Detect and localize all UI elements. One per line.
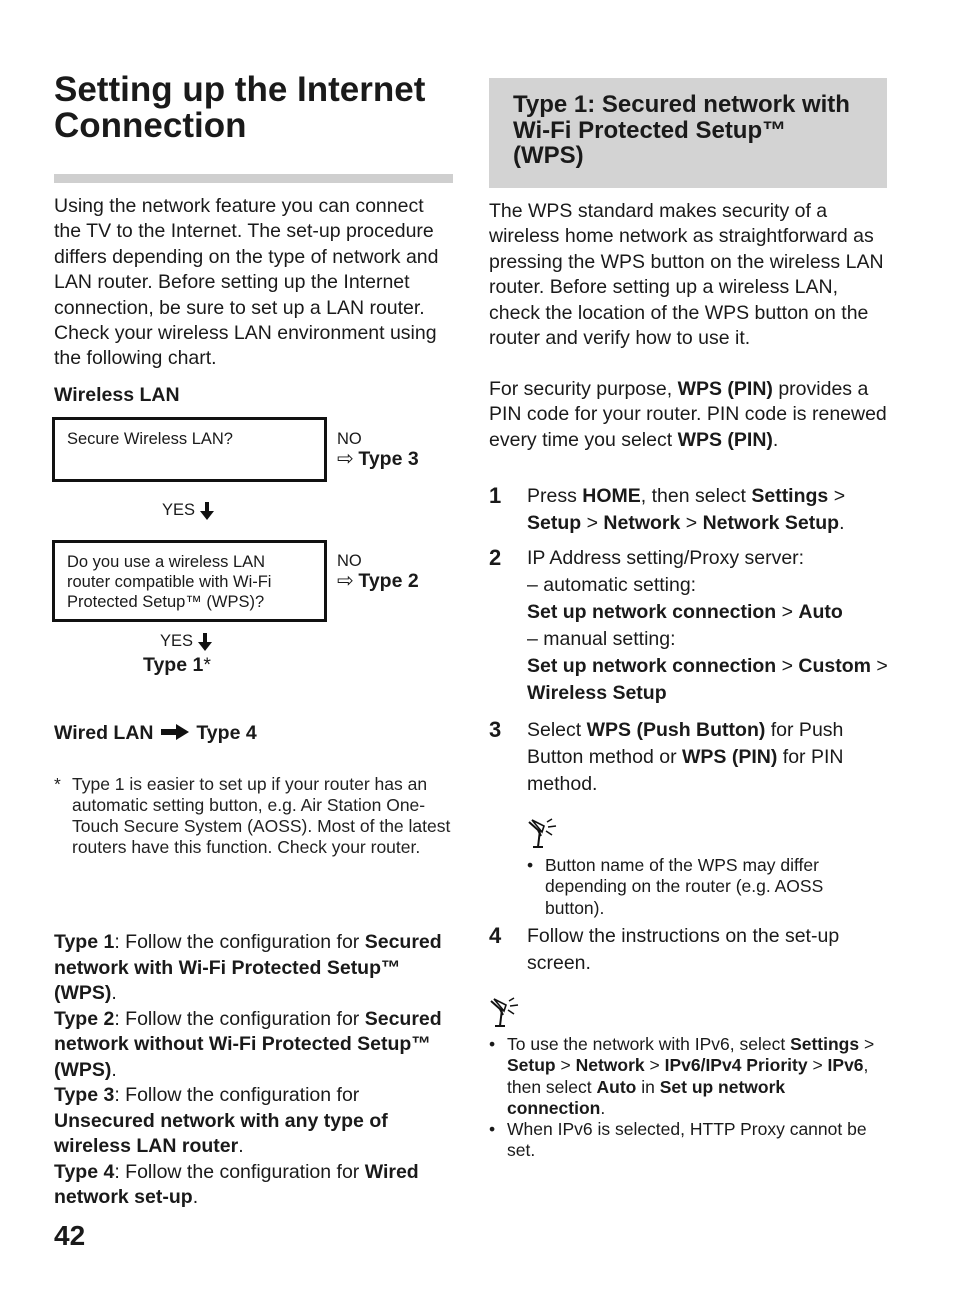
type1-description: Type 1: Follow the configuration for Secured network with Wi-Fi Protected Setup™ (WPS). — [54, 931, 442, 1004]
step-3-text: Select WPS (Push Button) for Push Button method or WPS (PIN) for PIN method. — [527, 719, 844, 795]
footnote-mark: * — [54, 774, 61, 794]
step-2 — [489, 545, 889, 707]
step-3 — [489, 717, 889, 798]
right-arrow-icon — [161, 724, 189, 740]
step-2-number: 2 — [489, 545, 502, 570]
page-number: 42 — [54, 1220, 86, 1251]
flow-no-2 — [337, 551, 419, 592]
flow-yes-2-label: YES — [160, 632, 194, 650]
asterisk-mark: * — [203, 654, 211, 676]
tip-list-2 — [489, 1034, 887, 1162]
section-heading: Type 1: Secured network with Wi-Fi Protected Setup™ (WPS) — [513, 91, 850, 169]
flow-question-secure-text: Secure Wireless LAN? — [67, 430, 233, 448]
type2-description: Type 2: Follow the configuration for Secured network without Wi-Fi Protected Setup™ (WPS). — [54, 1007, 442, 1081]
type-descriptions — [54, 930, 452, 1211]
flow-type3-label: Type 3 — [358, 448, 419, 470]
down-arrow-icon — [198, 633, 212, 651]
wired-type4-label: Type 4 — [196, 722, 257, 744]
step-4-text: Follow the instructions on the set-up screen. — [527, 925, 840, 974]
flow-question-wps-text: Do you use a wireless LAN router compatible with Wi-Fi Protected Setup™ (WPS)? — [67, 553, 272, 611]
step-4-number: 4 — [489, 923, 502, 948]
flow-yes-2 — [160, 632, 212, 651]
flow-question-secure — [52, 417, 327, 482]
flow-type1-label: Type 1 — [143, 654, 204, 676]
security-paragraph: For security purpose, WPS (PIN) provides a PIN code for your router. PIN code is renewed every time you select WPS (PIN). — [489, 378, 887, 451]
hollow-arrow-icon: ⇨ — [337, 570, 354, 592]
step-3-number: 3 — [489, 717, 502, 742]
wps-intro-paragraph: The WPS standard makes security of a wireless home network as straightforward as pressing the WPS button on the wireless LAN router. Before setting up a wireless LAN, check the location of the WPS button on the router and verify how to use it. — [489, 200, 884, 350]
section-heading-box — [489, 78, 887, 188]
tip-item: • Button name of the WPS may differ depending on the router (e.g. AOSS button). — [527, 855, 887, 919]
type3-description: Type 3: Follow the configuration for Unsecured network with any type of wireless LAN router. — [54, 1084, 388, 1157]
flow-question-wps — [52, 540, 327, 622]
flow-yes-1-label: YES — [162, 501, 196, 519]
wireless-lan-heading: Wireless LAN — [54, 384, 180, 406]
wired-lan-label: Wired LAN — [54, 722, 154, 744]
step-1-text: Press HOME, then select Settings > Setup > Network > Network Setup. — [527, 485, 846, 534]
flow-no-1-label: NO — [337, 430, 362, 448]
step-1 — [489, 483, 889, 537]
down-arrow-icon — [200, 502, 214, 520]
tip-icon — [526, 816, 562, 850]
step-4 — [489, 923, 889, 977]
flow-type1 — [143, 654, 211, 677]
tip-item-proxy: • When IPv6 is selected, HTTP Proxy cannot be set. — [489, 1119, 887, 1162]
type4-description: Type 4: Follow the configuration for Wired network set-up. — [54, 1160, 419, 1208]
flow-yes-1 — [162, 501, 214, 520]
tip-list-1 — [527, 855, 887, 919]
tip-icon — [488, 995, 524, 1029]
hollow-arrow-icon: ⇨ — [337, 448, 354, 470]
flow-no-1 — [337, 429, 419, 470]
wired-lan-line — [54, 722, 257, 745]
title-rule — [54, 174, 453, 183]
footnote-text: Type 1 is easier to set up if your router has an automatic setting button, e.g. Air Station One-Touch Secure System (AOSS). Most of the latest routers have this function. Check your router. — [72, 774, 451, 857]
step-1-number: 1 — [489, 483, 502, 508]
footnote — [54, 774, 452, 858]
flow-no-2-label: NO — [337, 552, 362, 570]
intro-paragraph: Using the network feature you can connect the TV to the Internet. The set-up procedure differs depending on the type of network and LAN router. Before setting up the Internet connection, be sure to set up a LAN router. Check your wireless LAN environment using the following chart. — [54, 195, 439, 370]
page-title: Setting up the Internet Connection — [54, 70, 426, 145]
step-2-text: IP Address setting/Proxy server: – automatic setting: Set up network connection > Auto – manual setting: Set up network connection > Custom > Wireless Setup — [527, 547, 888, 704]
tip-item-ipv6: • To use the network with IPv6, select Settings > Setup > Network > IPv6/IPv4 Priority > IPv6, then select Auto in Set up network connection. — [489, 1034, 887, 1119]
flow-type2-label: Type 2 — [358, 570, 419, 592]
